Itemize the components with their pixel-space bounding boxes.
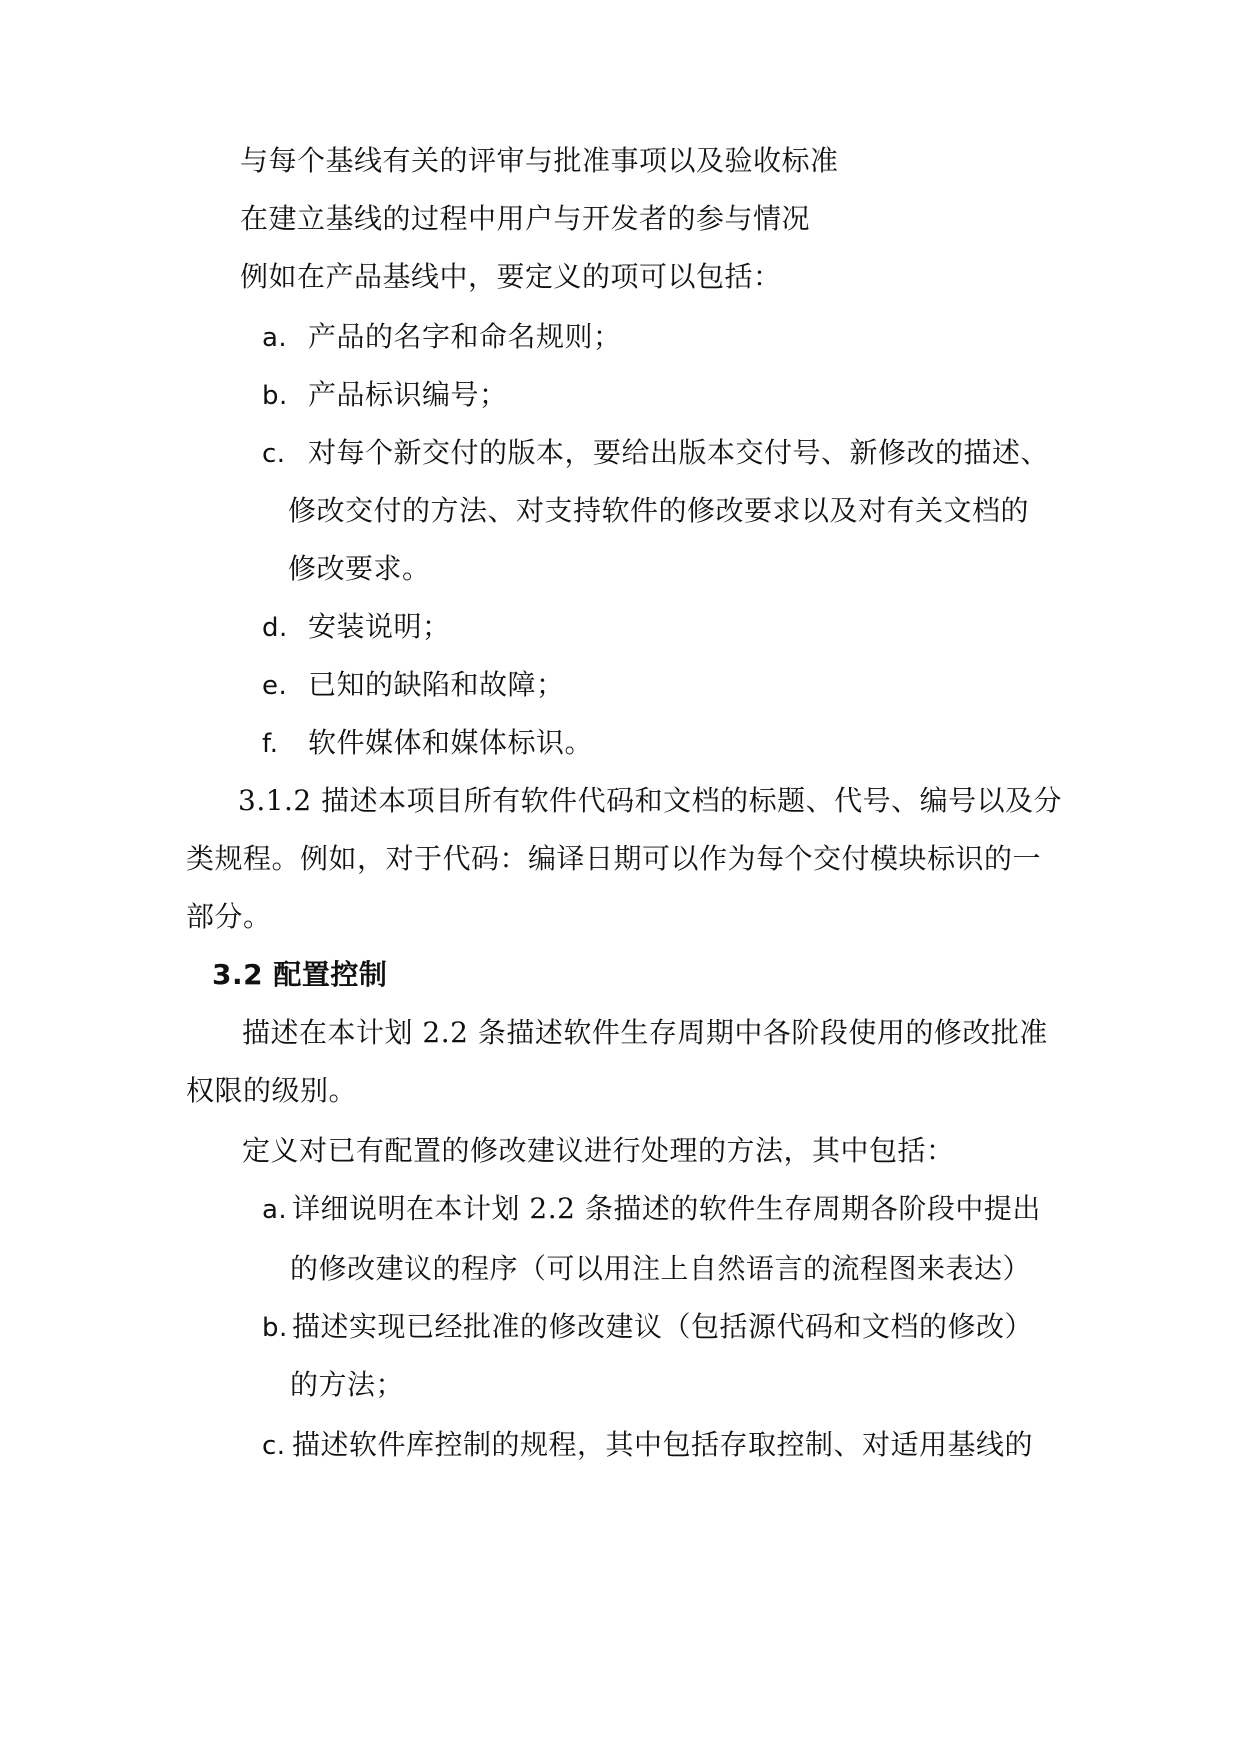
control-item-c: [262, 1427, 1033, 1464]
list-item-text: 安装说明；: [308, 610, 451, 643]
intro-line-1: 与每个基线有关的评审与批准事项以及验收标准: [240, 144, 839, 177]
product-item-e: [262, 667, 565, 704]
list-item-text: 描述实现已经批准的修改建议（包括源代码和文档的修改）: [292, 1310, 1034, 1343]
control-item-a-line-2: 的修改建议的程序（可以用注上自然语言的流程图来表达）: [290, 1252, 1032, 1285]
para-312-line-2: 类规程。例如，对于代码：编译日期可以作为每个交付模块标识的一: [186, 842, 1042, 875]
product-item-c-line-2: 修改交付的方法、对支持软件的修改要求以及对有关文档的: [288, 494, 1030, 527]
control-item-a: [262, 1191, 1041, 1228]
list-item-text: 软件媒体和媒体标识。: [308, 726, 594, 759]
list-item-text: 对每个新交付的版本，要给出版本交付号、新修改的描述、: [308, 436, 1050, 469]
product-item-c-line-3: 修改要求。: [288, 552, 431, 585]
list-item-text: 产品标识编号；: [308, 378, 508, 411]
para-312-line-3: 部分。: [186, 900, 272, 933]
product-item-b: [262, 377, 508, 414]
list-marker: e.: [262, 671, 288, 701]
control-item-b-line-2: 的方法；: [290, 1368, 405, 1401]
product-item-a: [262, 319, 622, 356]
list-item-text: 产品的名字和命名规则；: [308, 320, 622, 353]
list-marker: c.: [262, 439, 286, 469]
section-heading: 3.2 配置控制: [212, 958, 388, 991]
intro-line-2: 在建立基线的过程中用户与开发者的参与情况: [240, 202, 811, 235]
list-item-text: 详细说明在本计划 2.2 条描述的软件生存周期各阶段中提出: [292, 1192, 1041, 1225]
intro-line-3: 例如在产品基线中，要定义的项可以包括：: [240, 260, 782, 293]
para-312-line-1: 3.1.2 描述本项目所有软件代码和文档的标题、代号、编号以及分: [238, 784, 1063, 817]
list-marker: d.: [262, 613, 288, 643]
list-marker: b.: [262, 1313, 288, 1343]
product-item-f: [262, 725, 593, 762]
list-marker: c.: [262, 1431, 286, 1461]
product-item-c: [262, 435, 1049, 472]
list-item-text: 已知的缺陷和故障；: [308, 668, 565, 701]
control-item-b: [262, 1309, 1033, 1346]
list-item-text: 描述软件库控制的规程，其中包括存取控制、对适用基线的: [292, 1428, 1034, 1461]
product-item-d: [262, 609, 451, 646]
list-marker: f.: [262, 729, 279, 759]
list-marker: a.: [262, 1195, 288, 1225]
section-para1-line-1: 描述在本计划 2.2 条描述软件生存周期中各阶段使用的修改批准: [242, 1016, 1048, 1049]
section-para2: 定义对已有配置的修改建议进行处理的方法，其中包括：: [242, 1134, 955, 1167]
list-marker: a.: [262, 323, 288, 353]
list-marker: b.: [262, 381, 288, 411]
section-para1-line-2: 权限的级别。: [186, 1074, 358, 1107]
